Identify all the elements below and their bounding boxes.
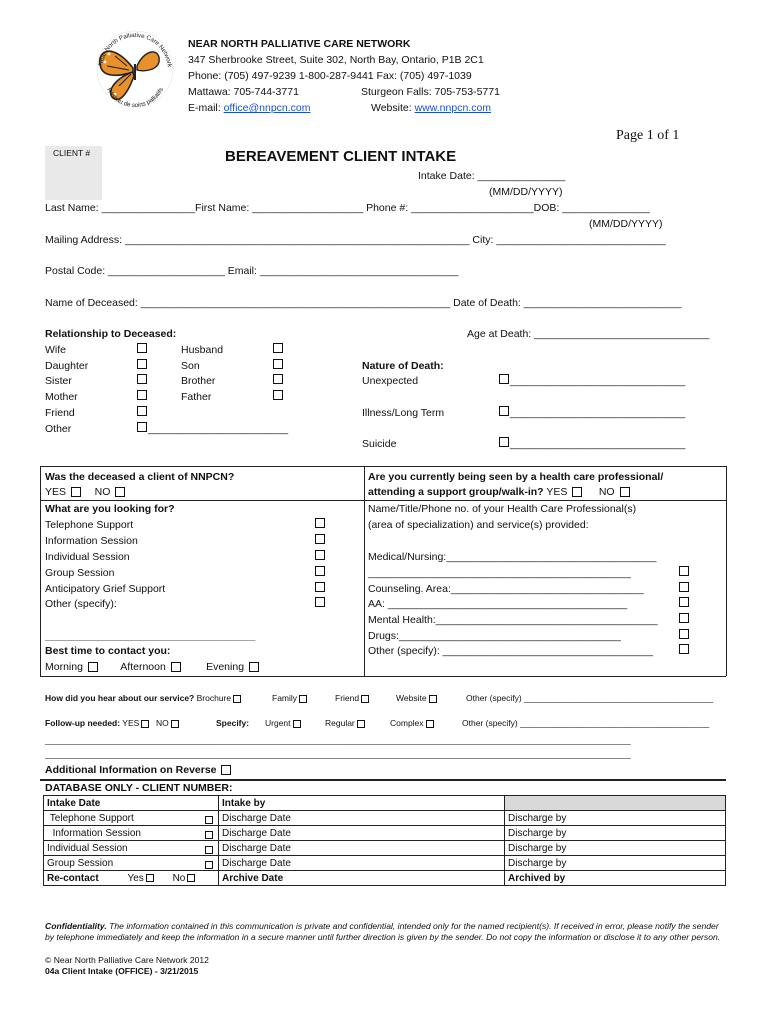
- service-anticipatory: Anticipatory Grief Support: [45, 583, 166, 595]
- hear-label: How did you hear about our service?: [45, 693, 195, 703]
- specify-urgent: Urgent: [265, 718, 291, 728]
- org-mattawa: Mattawa: 705-744-3771: [188, 86, 299, 98]
- logo-top-text: Near North Palliative Care Network: [97, 31, 173, 68]
- checkbox-individual[interactable]: [315, 550, 325, 560]
- checkbox-complex[interactable]: [426, 720, 434, 728]
- db-row-individual: Individual Session: [47, 842, 128, 854]
- table-row: [44, 856, 726, 871]
- question-professional-a: Are you currently being seen by a health care professional/: [368, 471, 664, 483]
- db-discharge-date: Discharge Date: [219, 826, 505, 841]
- checkbox-pro-4[interactable]: [679, 613, 689, 623]
- checkbox-wife[interactable]: [137, 343, 147, 353]
- website-label: Website:: [371, 102, 412, 114]
- service-telephone: Telephone Support: [45, 519, 134, 531]
- database-divider: [40, 779, 726, 781]
- checkbox-morning[interactable]: [88, 662, 98, 672]
- relation-wife: Wife: [45, 344, 66, 356]
- org-address: 347 Sherbrooke Street, Suite 302, North Bay, Ontario, P1B 2C1: [188, 54, 484, 66]
- client-yes-label: YES: [45, 486, 67, 498]
- database-heading: DATABASE ONLY - CLIENT NUMBER:: [45, 782, 233, 794]
- relation-sister: Sister: [45, 375, 72, 387]
- nature-suicide: Suicide: [362, 438, 397, 450]
- checkbox-other[interactable]: [137, 422, 147, 432]
- checkbox-pro-6[interactable]: [679, 644, 689, 654]
- website-link[interactable]: www.nnpcn.com: [414, 102, 492, 114]
- grid-middle-border: [364, 466, 365, 676]
- checkbox-pro-no[interactable]: [620, 487, 630, 497]
- hear-brochure: Brochure: [196, 693, 232, 703]
- checkbox-father[interactable]: [273, 390, 283, 400]
- deceased-fields[interactable]: Name of Deceased: _____________________________________________________ Date of Death: ___________________________: [45, 297, 682, 309]
- relation-husband: Husband: [181, 344, 224, 356]
- followup-no-label: NO: [156, 718, 169, 728]
- page-number: Page 1 of 1: [616, 128, 680, 143]
- checkbox-db-group[interactable]: [205, 861, 213, 869]
- checkbox-group[interactable]: [315, 566, 325, 576]
- illness-field[interactable]: ______________________________: [510, 407, 686, 419]
- checkbox-additional-info[interactable]: [221, 765, 231, 775]
- mailing-address-field[interactable]: Mailing Address: ___________________________________________________________ City: _____________________________: [45, 234, 666, 246]
- service-individual: Individual Session: [45, 551, 130, 563]
- relation-mother: Mother: [45, 391, 78, 403]
- checkbox-anticipatory[interactable]: [315, 582, 325, 592]
- db-discharge-by: Discharge by: [505, 856, 726, 871]
- pro-yes-label: YES: [546, 486, 568, 498]
- checkbox-website[interactable]: [429, 695, 437, 703]
- postal-email-fields[interactable]: Postal Code: ____________________ Email: __________________________________: [45, 265, 459, 277]
- checkbox-pro-3[interactable]: [679, 597, 689, 607]
- db-discharge-date: Discharge Date: [219, 856, 505, 871]
- service-group: Group Session: [45, 567, 115, 579]
- db-row-telephone: Telephone Support: [49, 812, 134, 824]
- checkbox-db-telephone[interactable]: [205, 816, 213, 824]
- pro-drugs-field[interactable]: Drugs:______________________________________: [368, 630, 621, 642]
- checkbox-son[interactable]: [273, 359, 283, 369]
- checkbox-recontact-yes[interactable]: [146, 874, 154, 882]
- relation-other: Other: [45, 423, 72, 435]
- nature-illness: Illness/Long Term: [362, 407, 445, 419]
- intake-date-header: Intake Date: [44, 796, 219, 811]
- checkbox-family[interactable]: [299, 695, 307, 703]
- grid-row-divider: [40, 500, 726, 501]
- db-discharge-date: Discharge Date: [219, 841, 505, 856]
- checkbox-client-no[interactable]: [115, 487, 125, 497]
- db-discharge-by: Discharge by: [505, 826, 726, 841]
- db-archived-by: Archived by: [505, 871, 726, 886]
- checkbox-pro-5[interactable]: [679, 629, 689, 639]
- org-name: NEAR NORTH PALLIATIVE CARE NETWORK: [188, 38, 411, 50]
- checkbox-mother[interactable]: [137, 390, 147, 400]
- org-sturgeon: Sturgeon Falls: 705-753-5771: [361, 86, 500, 98]
- followup-label: Follow-up needed:: [45, 718, 121, 728]
- grid-bottom-border: [40, 676, 726, 677]
- checkbox-client-yes[interactable]: [71, 487, 81, 497]
- checkbox-recontact-no[interactable]: [187, 874, 195, 882]
- hear-family: Family: [272, 693, 298, 703]
- name-phone-dob-fields[interactable]: Last Name: ________________First Name: ___________________ Phone #: _____________________DOB: _______________: [45, 202, 650, 214]
- relationship-heading: Relationship to Deceased:: [45, 328, 177, 340]
- dob-format: (MM/DD/YYYY): [589, 218, 663, 230]
- service-other-field[interactable]: ____________________________________: [45, 630, 256, 642]
- service-other: Other (specify):: [45, 598, 117, 610]
- relation-brother: Brother: [181, 375, 216, 387]
- looking-for-heading: What are you looking for?: [45, 503, 175, 515]
- email-link[interactable]: office@nnpcn.com: [223, 102, 311, 114]
- db-recontact-yes: Yes: [127, 872, 144, 884]
- grid-right-border: [726, 466, 727, 676]
- notes-line-1[interactable]: _____________________________________________________________________________________________________________________: [45, 735, 631, 745]
- confidentiality-notice: [45, 921, 727, 943]
- pro-counseling-field[interactable]: Counseling. Area:_________________________________: [368, 583, 644, 595]
- pro-extra-field[interactable]: _____________________________________________: [368, 567, 631, 579]
- nature-unexpected: Unexpected: [362, 375, 419, 387]
- checkbox-illness[interactable]: [499, 406, 509, 416]
- db-row-information: Information Session: [52, 827, 141, 839]
- intake-by-header: Intake by: [219, 796, 505, 811]
- checkbox-information[interactable]: [315, 534, 325, 544]
- checkbox-brother[interactable]: [273, 374, 283, 384]
- checkbox-suicide[interactable]: [499, 437, 509, 447]
- table-row: [44, 841, 726, 856]
- time-afternoon: Afternoon: [120, 661, 166, 673]
- specify-other-field[interactable]: Other (specify) ________________________________________: [462, 718, 710, 728]
- checkbox-brochure[interactable]: [233, 695, 241, 703]
- service-information: Information Session: [45, 535, 138, 547]
- form-title: BEREAVEMENT CLIENT INTAKE: [225, 148, 457, 165]
- nature-heading: Nature of Death:: [362, 360, 444, 372]
- time-evening: Evening: [206, 661, 245, 673]
- other-relation-field[interactable]: ________________________: [148, 423, 289, 435]
- pro-area-label: (area of specialization) and service(s) provided:: [368, 519, 589, 531]
- db-discharge-by: Discharge by: [505, 841, 726, 856]
- grid-top-border: [40, 466, 726, 467]
- butterfly-logo: [90, 24, 180, 114]
- hear-other-field[interactable]: Other (specify) ________________________________________: [466, 693, 714, 703]
- client-number-label: CLIENT #: [53, 148, 91, 158]
- checkbox-afternoon[interactable]: [171, 662, 181, 672]
- db-recontact-no: No: [172, 872, 186, 884]
- suicide-field[interactable]: ______________________________: [510, 438, 686, 450]
- checkbox-followup-no[interactable]: [171, 720, 179, 728]
- checkbox-daughter[interactable]: [137, 359, 147, 369]
- grid-left-border: [40, 466, 41, 676]
- checkbox-db-information[interactable]: [205, 831, 213, 839]
- logo-bottom-text: Réseau de soins palliatifs: [105, 86, 166, 110]
- pro-medical-field[interactable]: Medical/Nursing:____________________________________: [368, 551, 657, 563]
- relation-son: Son: [181, 360, 200, 372]
- form-id: 04a Client Intake (OFFICE) - 3/21/2015: [45, 966, 199, 976]
- pro-other-field[interactable]: Other (specify): ____________________________________: [368, 645, 653, 657]
- database-blank-header: [505, 796, 726, 811]
- checkbox-regular[interactable]: [357, 720, 365, 728]
- notes-line-2[interactable]: _____________________________________________________________________________________________________________________: [45, 749, 631, 759]
- checkbox-followup-yes[interactable]: [141, 720, 149, 728]
- intake-date-field[interactable]: Intake Date: _______________: [418, 170, 566, 182]
- checkbox-telephone[interactable]: [315, 518, 325, 528]
- table-row: [44, 826, 726, 841]
- time-morning: Morning: [45, 661, 83, 673]
- client-no-label: NO: [94, 486, 111, 498]
- followup-yes-label: YES: [122, 718, 140, 728]
- relation-daughter: Daughter: [45, 360, 89, 372]
- additional-info-label: Additional Information on Reverse: [45, 764, 217, 776]
- unexpected-field[interactable]: ______________________________: [510, 375, 686, 387]
- intake-date-format: (MM/DD/YYYY): [489, 186, 563, 198]
- checkbox-pro-1[interactable]: [679, 566, 689, 576]
- database-table: [43, 795, 726, 886]
- email-label: E-mail:: [188, 102, 221, 114]
- org-phone: Phone: (705) 497-9239 1-800-287-9441 Fax: (705) 497-1039: [188, 70, 472, 82]
- table-row: [44, 871, 726, 886]
- checkbox-db-individual[interactable]: [205, 846, 213, 854]
- hear-website: Website: [396, 693, 427, 703]
- checkbox-friend-referral[interactable]: [361, 695, 369, 703]
- checkbox-sister[interactable]: [137, 374, 147, 384]
- checkbox-pro-yes[interactable]: [572, 487, 582, 497]
- question-nnpcn-client: Was the deceased a client of NNPCN?: [45, 471, 235, 483]
- db-recontact: Re-contact: [47, 872, 99, 884]
- pro-mental-health-label[interactable]: Mental Health:______________________________________: [368, 614, 658, 626]
- checkbox-husband[interactable]: [273, 343, 283, 353]
- db-discharge-by: Discharge by: [505, 811, 726, 826]
- checkbox-service-other[interactable]: [315, 597, 325, 607]
- db-row-group: Group Session: [47, 857, 114, 869]
- confidentiality-text: The information contained in this communication is private and confidential, intended only for the named recipient(s). If received in error, please notify the sender by telephone immediately and keep the information in a secure manner until further direction is given by the sender. Do not copy the information or disclose it to any other person.: [45, 921, 721, 942]
- table-row: [44, 811, 726, 826]
- pro-aa-field[interactable]: AA: _________________________________________: [368, 598, 628, 610]
- specify-label: Specify:: [216, 718, 250, 728]
- checkbox-friend[interactable]: [137, 406, 147, 416]
- specify-complex: Complex: [390, 718, 424, 728]
- pro-no-label: NO: [598, 486, 615, 498]
- specify-regular: Regular: [325, 718, 355, 728]
- copyright: © Near North Palliative Care Network 2012: [45, 955, 209, 965]
- relation-friend: Friend: [45, 407, 75, 419]
- relation-father: Father: [181, 391, 212, 403]
- db-discharge-date: Discharge Date: [219, 811, 505, 826]
- age-at-death-field[interactable]: Age at Death: ______________________________: [467, 328, 710, 340]
- db-archive-date: Archive Date: [219, 871, 505, 886]
- checkbox-unexpected[interactable]: [499, 374, 509, 384]
- question-professional-b: attending a support group/walk-in?: [368, 486, 544, 498]
- pro-name-label: Name/Title/Phone no. of your Health Care Professional(s): [368, 503, 637, 515]
- checkbox-urgent[interactable]: [293, 720, 301, 728]
- hear-friend: Friend: [335, 693, 360, 703]
- confidentiality-lead: Confidentiality.: [45, 921, 107, 931]
- checkbox-pro-2[interactable]: [679, 582, 689, 592]
- best-time-heading: Best time to contact you:: [45, 645, 171, 657]
- checkbox-evening[interactable]: [249, 662, 259, 672]
